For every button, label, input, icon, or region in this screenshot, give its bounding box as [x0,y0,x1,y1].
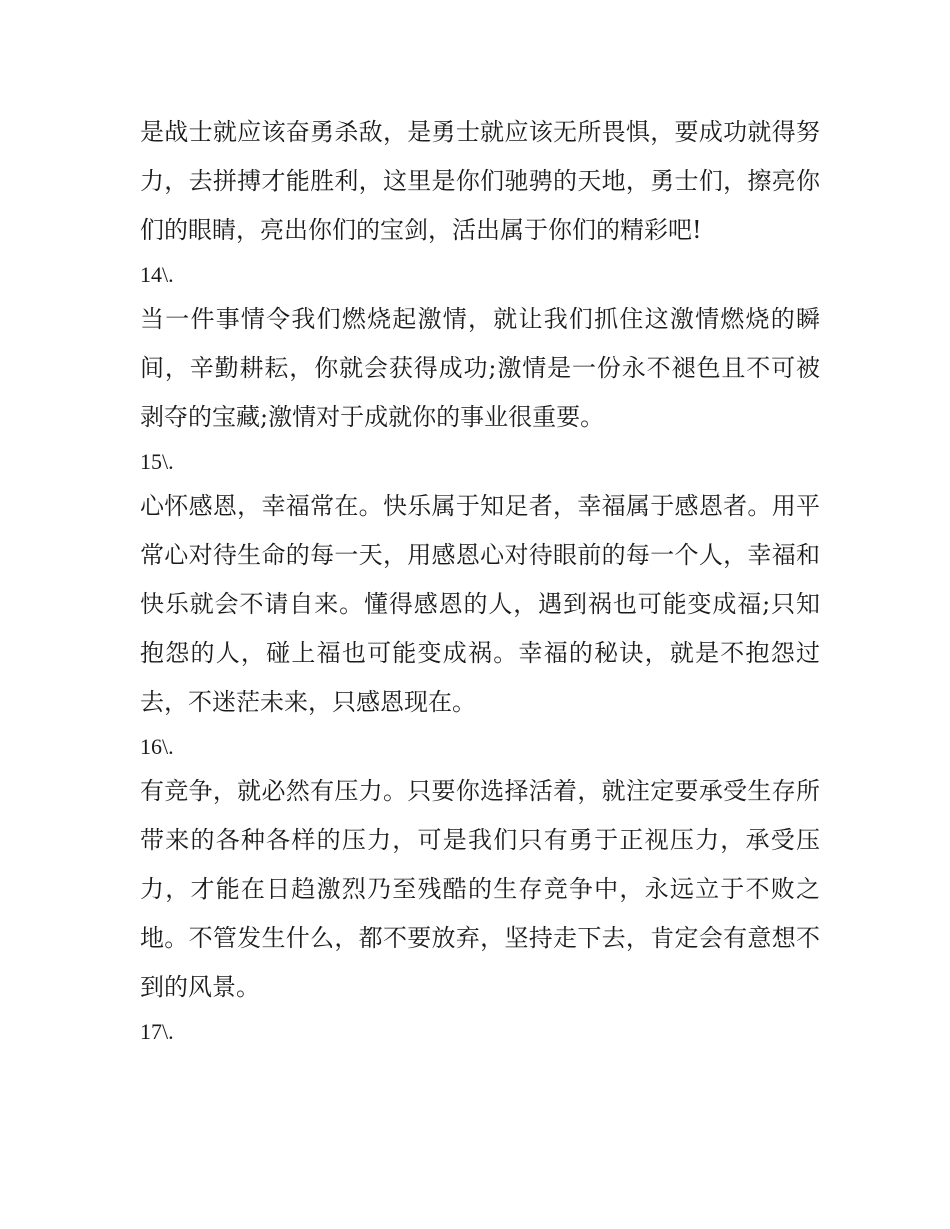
item-number-15: 15\. [140,449,174,474]
paragraph-warrior: 是战士就应该奋勇杀敌，是勇士就应该无所畏惧，要成功就得努力，去拼搏才能胜利，这里是你们驰骋的天地，勇士们，擦亮你们的眼睛，亮出你们的宝剑，活出属于你们的精彩吧! [140,118,820,244]
paragraph-gratitude: 心怀感恩，幸福常在。快乐属于知足者，幸福属于感恩者。用平常心对待生命的每一天，用感恩心对待眼前的每一个人，幸福和快乐就会不请自来。懂得感恩的人，遇到祸也可能变成福;只知抱怨的人，碰上福也可能变成祸。幸福的秘诀，就是不抱怨过去，不迷茫未来，只感恩现在。 [140,492,820,716]
paragraph-passion: 当一件事情令我们燃烧起激情，就让我们抓住这激情燃烧的瞬间，辛勤耕耘，你就会获得成功;激情是一份永不褪色且不可被剥夺的宝藏;激情对于成就你的事业很重要。 [140,305,820,431]
document-body [140,108,820,1052]
item-number-17: 17\. [140,1019,174,1044]
paragraph-competition: 有竞争，就必然有压力。只要你选择活着，就注定要承受生存所带来的各种各样的压力，可是我们只有勇于正视压力，承受压力，才能在日趋激烈乃至残酷的生存竞争中，永远立于不败之地。不管发生什么，都不要放弃，坚持走下去，肯定会有意想不到的风景。 [140,777,820,1001]
item-number-14: 14\. [140,262,174,287]
item-number-16: 16\. [140,734,174,759]
